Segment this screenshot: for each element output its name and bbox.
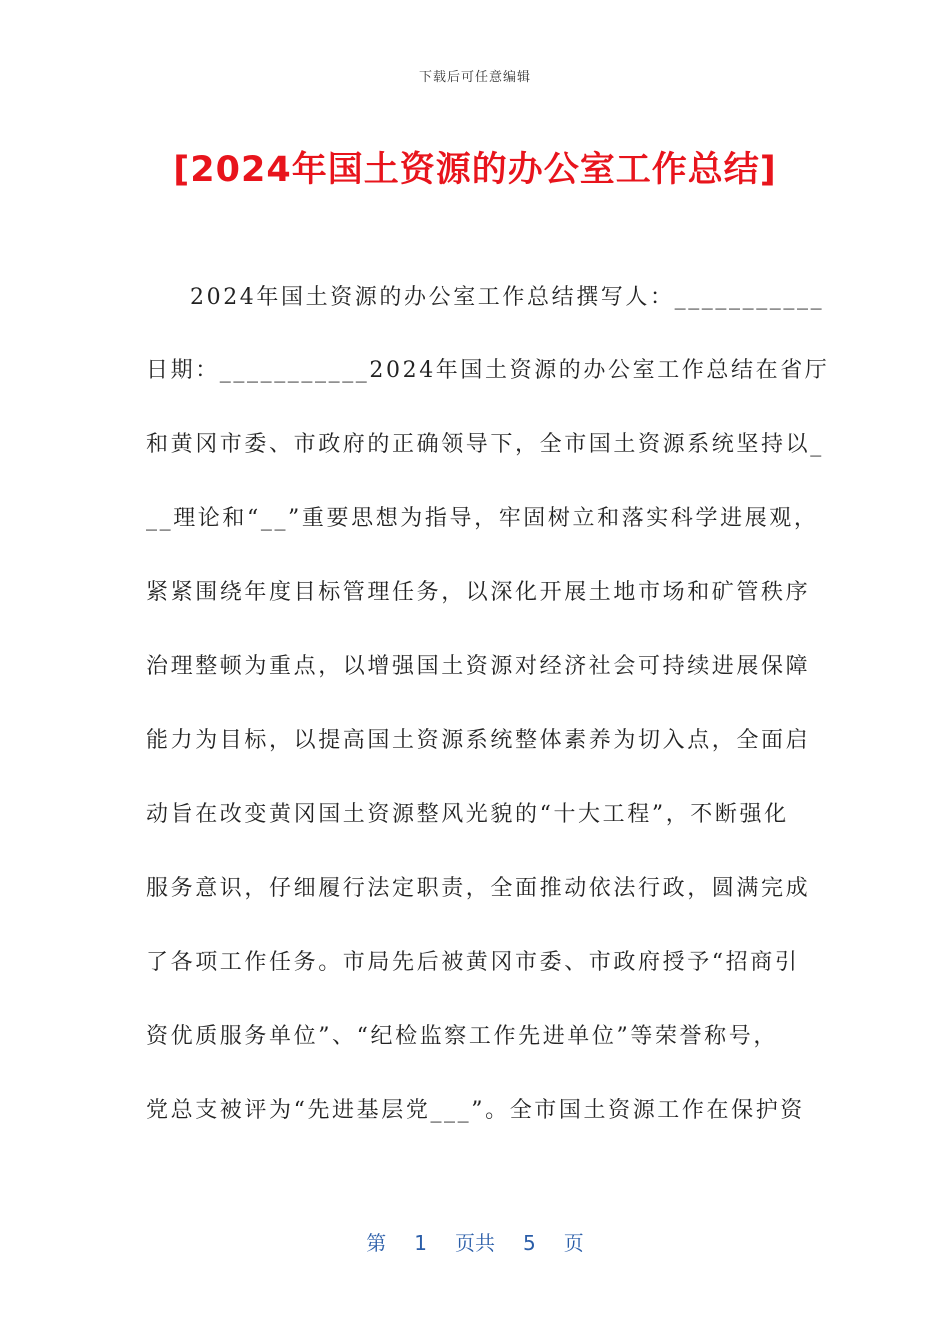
paragraph-line: 2024年国土资源的办公室工作总结撰写人：___________ (190, 285, 825, 310)
paragraph-line: 资优质服务单位”、“纪检监察工作先进单位”等荣誉称号， (146, 1024, 778, 1049)
paragraph-line: 和黄冈市委、市政府的正确领导下，全市国土资源系统坚持以_ (146, 432, 824, 457)
paragraph-line: 治理整顿为重点，以增强国土资源对经济社会可持续进展保障 (146, 654, 811, 679)
paragraph-line: 了各项工作任务。市局先后被黄冈市委、市政府授予“招商引 (146, 950, 800, 975)
paragraph-line: 动旨在改变黄冈国土资源整风光貌的“十大工程”，不断强化 (146, 802, 789, 827)
page-label-suffix: 页 (563, 1231, 584, 1255)
total-pages-number: 5 (523, 1231, 536, 1255)
current-page-number: 1 (414, 1231, 427, 1255)
page-label-prefix: 第 (366, 1231, 387, 1255)
document-title: [2024年国土资源的办公室工作总结] (173, 150, 777, 190)
paragraph-line: 日期：___________2024年国土资源的办公室工作总结在省厅 (146, 358, 830, 383)
paragraph-line: 紧紧围绕年度目标管理任务，以深化开展土地市场和矿管秩序 (146, 580, 811, 605)
paragraph-line: 党总支被评为“先进基层党___”。全市国土资源工作在保护资 (146, 1098, 805, 1123)
header-note: 下载后可任意编辑 (418, 70, 531, 85)
paragraph-line: 服务意识，仔细履行法定职责，全面推动依法行政，圆满完成 (146, 876, 811, 901)
paragraph-line: __理论和“__”重要思想为指导，牢固树立和落实科学进展观， (146, 506, 819, 531)
page-footer (0, 1227, 950, 1256)
page-label-middle: 页共 (455, 1231, 495, 1255)
paragraph-line: 能力为目标，以提高国土资源系统整体素养为切入点，全面启 (146, 728, 811, 753)
